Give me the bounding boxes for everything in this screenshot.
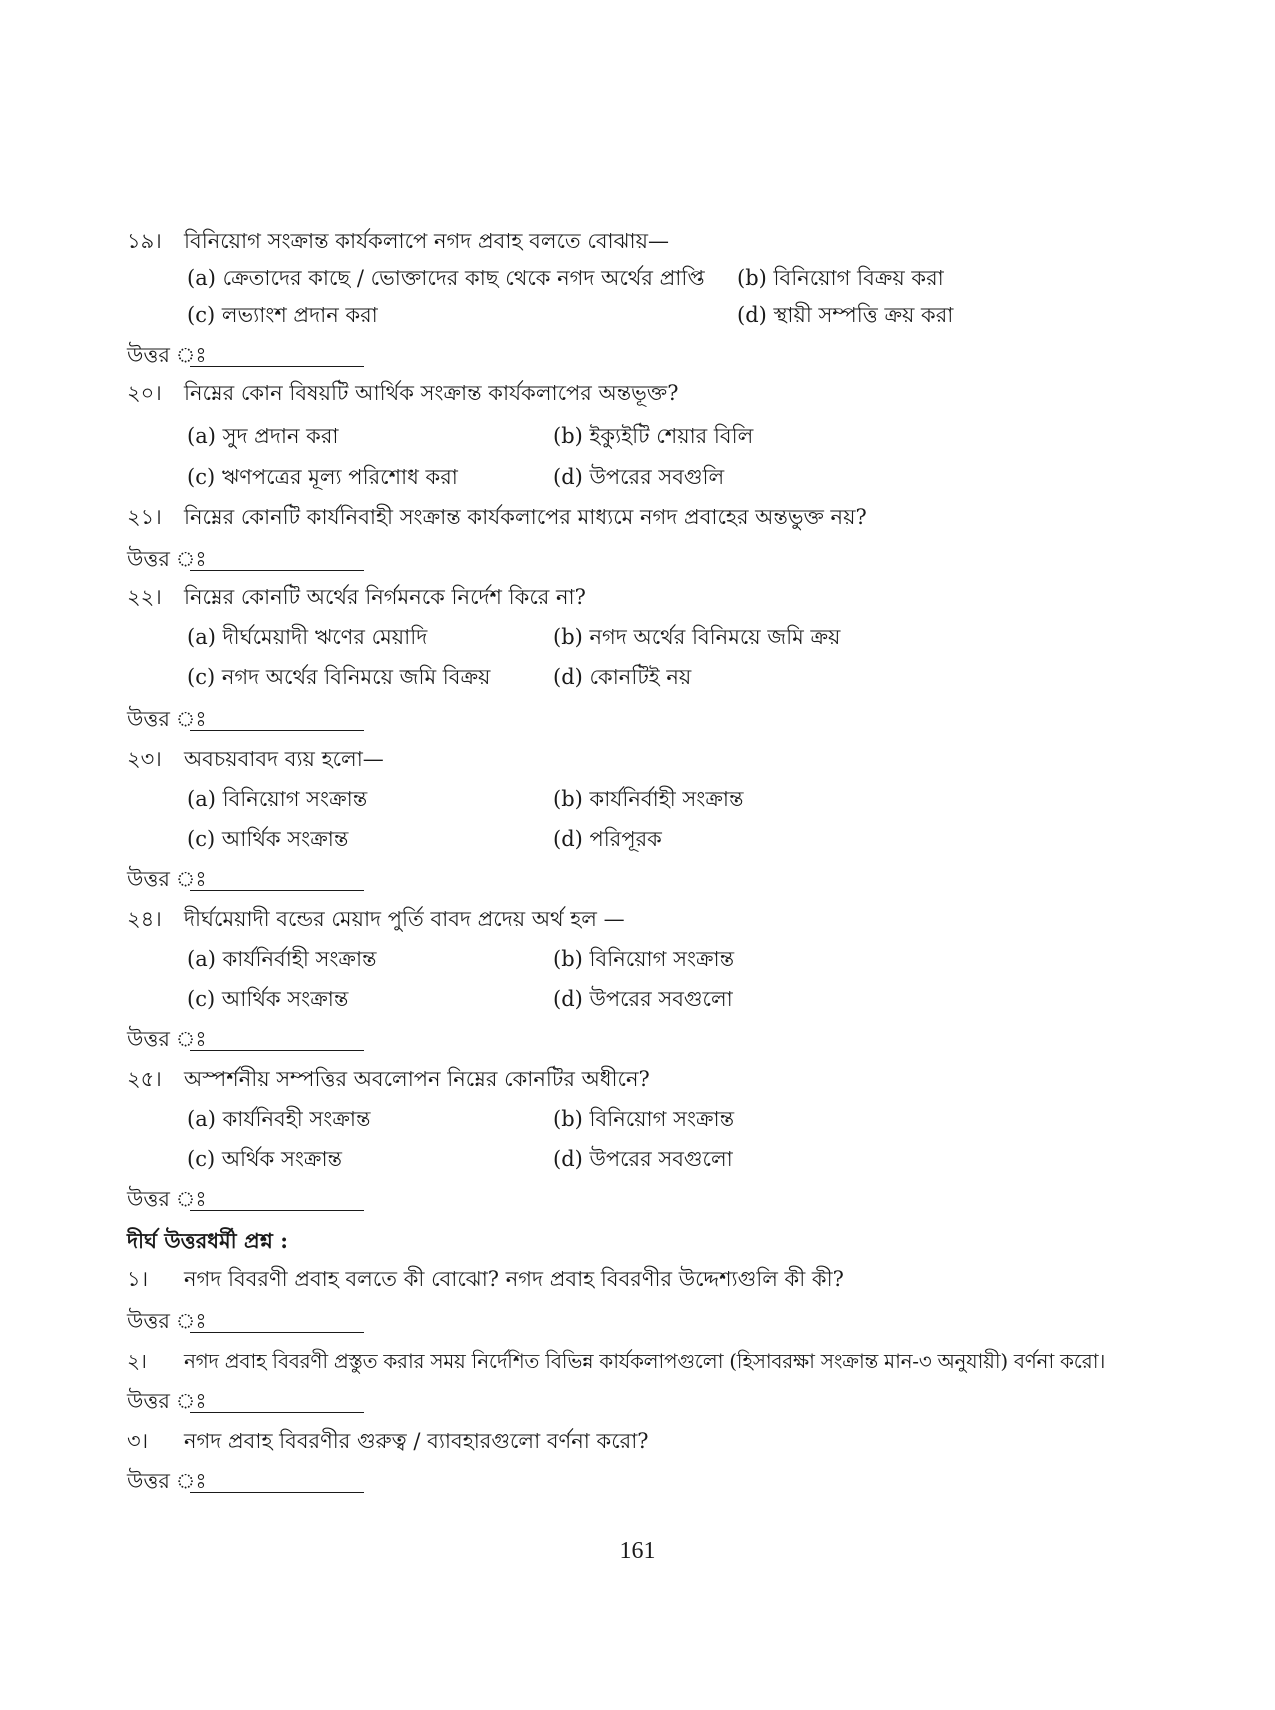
question-number: ২৫।	[127, 1067, 162, 1091]
option-a: (a) বিনিয়োগ সংক্রান্ত	[187, 787, 368, 811]
answer-blank	[190, 342, 364, 367]
question-number: ২০।	[127, 381, 162, 405]
page-number: 161	[619, 1538, 656, 1564]
option-d: (d) পরিপূরক	[553, 827, 662, 851]
answer-blank	[190, 706, 364, 731]
answer-blank	[190, 1468, 364, 1493]
option-b: (b) নগদ অর্থের বিনিময়ে জমি ক্রয়	[553, 625, 841, 649]
question-24	[127, 904, 625, 934]
answer-blank	[190, 1186, 364, 1211]
question-text: অস্পর্শনীয় সম্পত্তির অবলোপন নিম্নের কোনটির অধীনে?	[184, 1067, 650, 1091]
option-a: (a) দীর্ঘমেয়াদী ঋণের মেয়াদি	[187, 625, 428, 649]
answer-label: উত্তর ঃ	[127, 1027, 207, 1051]
option-b: (b) বিনিয়োগ বিক্রয় করা	[737, 266, 944, 290]
option-c: (c) নগদ অর্থের বিনিময়ে জমি বিক্রয়	[187, 665, 491, 689]
question-number: ২১।	[127, 505, 162, 529]
long-question-1	[127, 1264, 844, 1294]
answer-blank	[190, 1388, 364, 1413]
option-b: (b) বিনিয়োগ সংক্রান্ত	[553, 1107, 735, 1131]
question-20	[127, 378, 678, 408]
option-c: (c) আর্থিক সংক্রান্ত	[187, 987, 349, 1011]
question-25	[127, 1064, 650, 1094]
answer-label: উত্তর ঃ	[127, 547, 207, 571]
question-number: ২৪।	[127, 907, 162, 931]
answer-blank	[190, 1308, 364, 1333]
question-text: বিনিয়োগ সংক্রান্ত কার্যকলাপে নগদ প্রবাহ বলতে বোঝায়—	[184, 229, 669, 253]
answer-label: উত্তর ঃ	[127, 707, 207, 731]
question-text: দীর্ঘমেয়াদী বন্ডের মেয়াদ পুর্তি বাবদ প্রদেয় অর্থ হল —	[184, 907, 625, 931]
option-d: (d) উপরের সবগুলো	[553, 987, 733, 1011]
question-text: নিম্নের কোনটি কার্যনিবাহী সংক্রান্ত কার্যকলাপের মাধ্যমে নগদ প্রবাহের অন্তভুক্ত নয়?	[184, 505, 867, 529]
answer-label: উত্তর ঃ	[127, 1187, 207, 1211]
answer-blank	[190, 1026, 364, 1051]
long-question-2	[127, 1346, 1105, 1376]
option-d: (d) স্থায়ী সম্পত্তি ক্রয় করা	[737, 303, 954, 327]
option-a: (a) কার্যনির্বাহী সংক্রান্ত	[187, 947, 377, 971]
answer-label: উত্তর ঃ	[127, 1309, 207, 1333]
answer-label: উত্তর ঃ	[127, 343, 207, 367]
option-c: (c) অর্থিক সংক্রান্ত	[187, 1147, 343, 1171]
answer-label: উত্তর ঃ	[127, 867, 207, 891]
question-text: নগদ প্রবাহ বিবরণী প্রস্তুত করার সময় নির্দেশিত বিভিন্ন কার্যকলাপগুলো (হিসাবরক্ষা সংক্রান্ত মান-৩ অনুযায়ী) বর্ণনা করো।	[184, 1349, 1106, 1373]
option-d: (d) উপরের সবগুলি	[553, 465, 725, 489]
option-a: (a) ক্রেতাদের কাছে / ভোক্তাদের কাছ থেকে নগদ অর্থের প্রাপ্তি	[187, 266, 705, 290]
question-text: নিম্নের কোনটি অর্থের নির্গমনকে নির্দেশ কিরে না?	[184, 585, 586, 609]
question-text: নগদ প্রবাহ বিবরণীর গুরুত্ব / ব্যাবহারগুলো বর্ণনা করো?	[184, 1429, 649, 1453]
question-number: ২।	[127, 1349, 147, 1373]
option-c: (c) লভ্যাংশ প্রদান করা	[187, 303, 378, 327]
option-b: (b) বিনিয়োগ সংক্রান্ত	[553, 947, 735, 971]
answer-blank	[190, 546, 364, 571]
question-text: নগদ বিবরণী প্রবাহ বলতে কী বোঝো? নগদ প্রবাহ বিবরণীর উদ্দেশ্যগুলি কী কী?	[184, 1267, 844, 1291]
question-number: ২২।	[127, 585, 162, 609]
answer-label: উত্তর ঃ	[127, 1389, 207, 1413]
option-b: (b) কার্যনির্বাহী সংক্রান্ত	[553, 787, 744, 811]
option-c: (c) ঋণপত্রের মূল্য পরিশোধ করা	[187, 465, 458, 489]
long-question-3	[127, 1426, 649, 1456]
question-number: ৩।	[127, 1429, 149, 1453]
option-d: (d) উপরের সবগুলো	[553, 1147, 733, 1171]
answer-blank	[190, 866, 364, 891]
question-number: ১৯।	[127, 229, 162, 253]
option-c: (c) আর্থিক সংক্রান্ত	[187, 827, 349, 851]
option-a: (a) সুদ প্রদান করা	[187, 424, 339, 448]
question-text: অবচয়বাবদ ব্যয় হলো—	[184, 747, 384, 771]
question-number: ১।	[127, 1267, 149, 1291]
question-22	[127, 582, 586, 612]
question-number: ২৩।	[127, 747, 162, 771]
question-23	[127, 744, 384, 774]
option-b: (b) ইক্যুইটি শেয়ার বিলি	[553, 424, 754, 448]
option-a: (a) কার্যনিবহী সংক্রান্ত	[187, 1107, 371, 1131]
question-19	[127, 226, 669, 256]
option-d: (d) কোনটিই নয়	[553, 665, 692, 689]
answer-label: উত্তর ঃ	[127, 1469, 207, 1493]
long-answer-heading: দীর্ঘ উত্তরধর্মী প্রশ্ন :	[127, 1228, 288, 1253]
question-text: নিম্নের কোন বিষয়টি আর্থিক সংক্রান্ত কার্যকলাপের অন্তভূক্ত?	[184, 381, 679, 405]
question-21	[127, 502, 867, 532]
